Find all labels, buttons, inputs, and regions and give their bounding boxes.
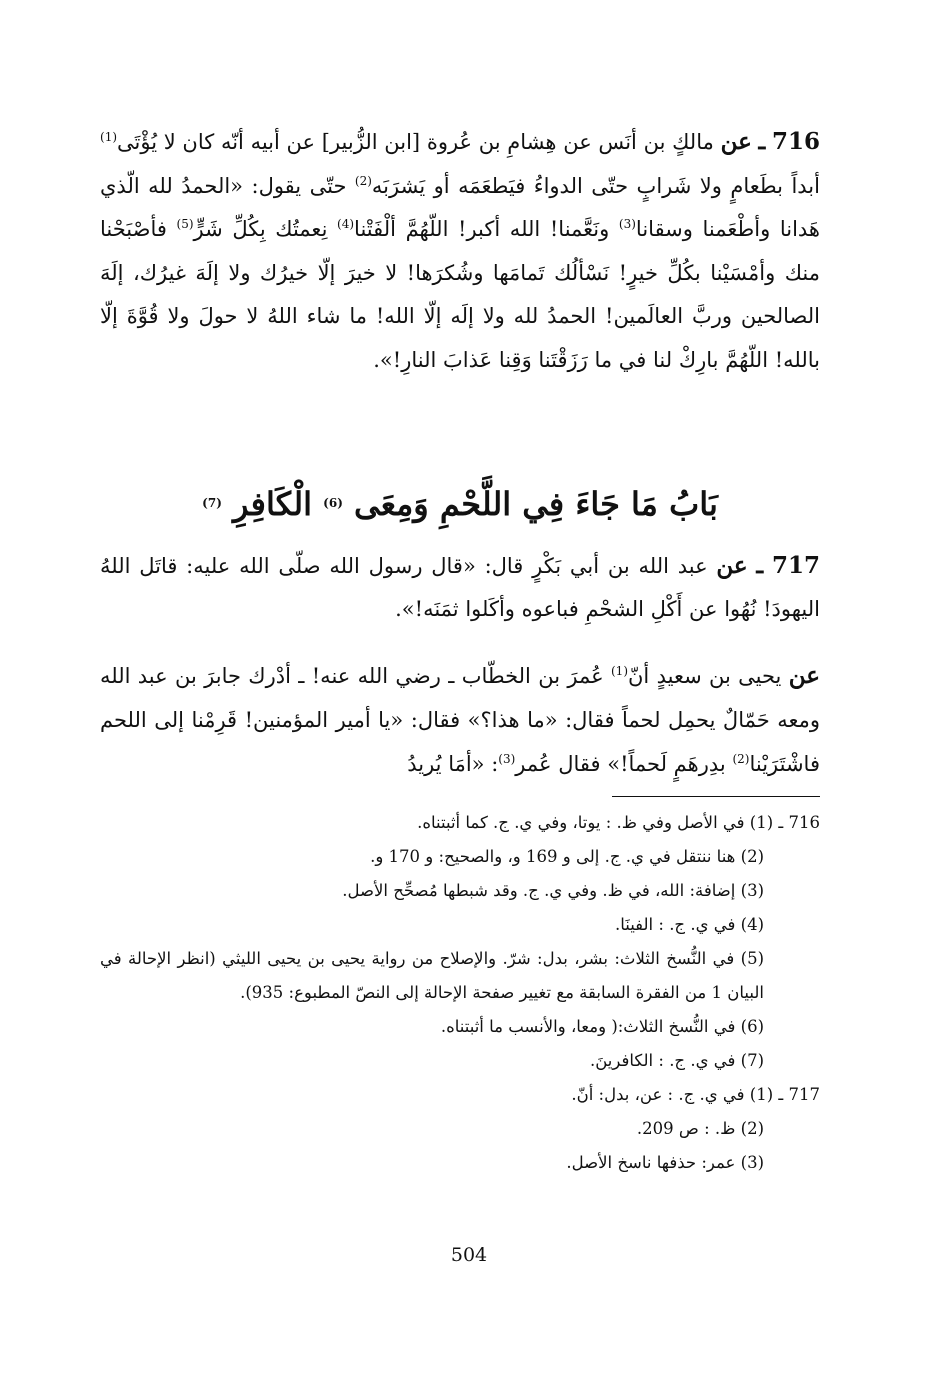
hadith-yahya [100, 654, 820, 786]
footnote-ref[interactable]: (2) [732, 752, 750, 766]
footnote-ref[interactable]: (1) [100, 130, 118, 144]
footnote: (3) عمر: حذفها ناسخ الأصل. [566, 1153, 764, 1172]
hadith-lead: عن [720, 128, 752, 155]
footnote: (3) إضافة: الله، في ظ. وفي ي. ج. وقد شبطها مُصحِّح الأصل. [342, 881, 764, 900]
hadith-dash: ـ [758, 128, 766, 155]
footnote: (7) في ي. ج. : الكافرينَ. [590, 1051, 764, 1070]
hadith-text: عُمرَ بن الخطّاب ـ رضي الله عنه! ـ أدْرك جابرَ بن عبد الله ومعه حَمّالٌ يحمِل لحماً فقال: «ما هذا؟» فقال: «يا أمير المؤمنين! قَرِمْنا إلى اللحم فاشْتَرَيْنا [100, 664, 820, 776]
footnote: (2) هنا ننتقل في ي. ج. إلى و 169 و، والصحيح: و 170 و. [370, 847, 764, 866]
hadith-lead: عن [788, 662, 820, 689]
chapter-heading [100, 476, 820, 532]
hadith-text: يحيى بن سعيدٍ أنّ [628, 664, 782, 688]
hadith-text: أبداً بطَعامٍ ولا شَرابٍ حتّى الدواءُ فيَطعَمَه أو يَشرَبَه [371, 173, 820, 198]
hadith-text: حتّى يقول: «الحمدُ لله الّذي هَدانا وأطْعَمنا وسقانا [100, 173, 820, 241]
hadith-text: ونَعَّمنا! الله أكبر! اللّهُمَّ ألْفَتْنا [354, 217, 610, 241]
footnote-divider [612, 796, 820, 797]
hadith-lead: عن [716, 552, 748, 579]
hadith-text: فأصْبَحْنا منك وأمْسَيْنا بكُلِّ خيرٍ! نَسْألُك تَمامَها وشُكرَها! لا خيرَ إلّا خيرُك ولا إلَهَ غيرُك، إلَهَ الصالحين وربَّ العالَمين! الحمدُ لله ولا إلَه إلّا الله! ما شاء اللهُ لا حولَ ولا قُوَّةَ إلّا بالله! اللّهُمَّ بارِكْ لنا في ما رَزَقْتَنا وَقِنا عَذابَ النارِ!». [100, 217, 820, 372]
hadith-number: 716 [771, 128, 820, 155]
footnote: 716 ـ (1) في الأصل وفي ظ. : يوتا، وفي ي. ج. كما أثبتناه. [417, 813, 820, 832]
footnote: (5) في النُّسخ الثلاث: بشر، بدل: شرّ. والإصلاح من رواية يحيى بن يحيى الليثي (انظر الإحالة في البيان 1 من الفقرة السابقة مع تغيير صفحة الإحالة إلى النصّ المطبوع: 935). [100, 949, 764, 1002]
chapter-title: بَابُ مَا جَاءَ فِي اللَّحْمِ وَمِعَى [354, 485, 718, 523]
footnote-ref[interactable]: (5) [176, 217, 194, 231]
footnote-ref[interactable]: (3) [498, 752, 516, 766]
footnote-ref[interactable]: (3) [618, 217, 636, 231]
hadith-text: عبد الله بن أبي بَكْرٍ قال: «قال رسول الله صلّى الله عليه: قاتَل اللهُ اليهودَ! نُهُوا عن أَكْلِ الشحْمِ فباعوه وأكَلوا ثمَنَه!». [100, 554, 820, 621]
hadith-text: مالكٍ بن أنَس عن هِشامِ بن عُروة [ابن الزُّبير] عن أبيه أنّه كان لا يُؤْتَى [117, 130, 714, 154]
footnote: (6) في النُّسخ الثلاث:( ومعا، والأنسب ما أثبتناه. [440, 1017, 764, 1036]
page-number: 504 [450, 1244, 488, 1266]
footnote-ref[interactable]: (1) [610, 664, 628, 678]
chapter-title: الْكَافِرِ [233, 485, 313, 523]
hadith-number: 717 [771, 552, 820, 579]
hadith-717 [100, 544, 820, 631]
hadith-text: نِعمتُك بِكُلِّ شَرٍّ [193, 217, 328, 241]
footnote-ref[interactable]: (6) [323, 496, 343, 510]
footnote-ref[interactable]: (7) [202, 496, 222, 510]
hadith-text: بدِرهَمٍ لَحماً!» فقال عُمر [515, 752, 726, 776]
footnote-ref[interactable]: (4) [337, 217, 355, 231]
hadith-text: : «أمَا يُريدُ [407, 752, 499, 776]
footnote-ref[interactable]: (2) [354, 173, 372, 188]
footnotes [100, 806, 820, 1180]
hadith-716 [100, 120, 820, 382]
footnote: (2) ظ. : ص 209. [636, 1119, 764, 1138]
hadith-dash: ـ [756, 552, 764, 579]
footnote: (4) في ي. ج. : الفينَا. [614, 915, 764, 934]
footnote: 717 ـ (1) في ي. ج. : عن، بدل: أنّ. [571, 1085, 820, 1104]
